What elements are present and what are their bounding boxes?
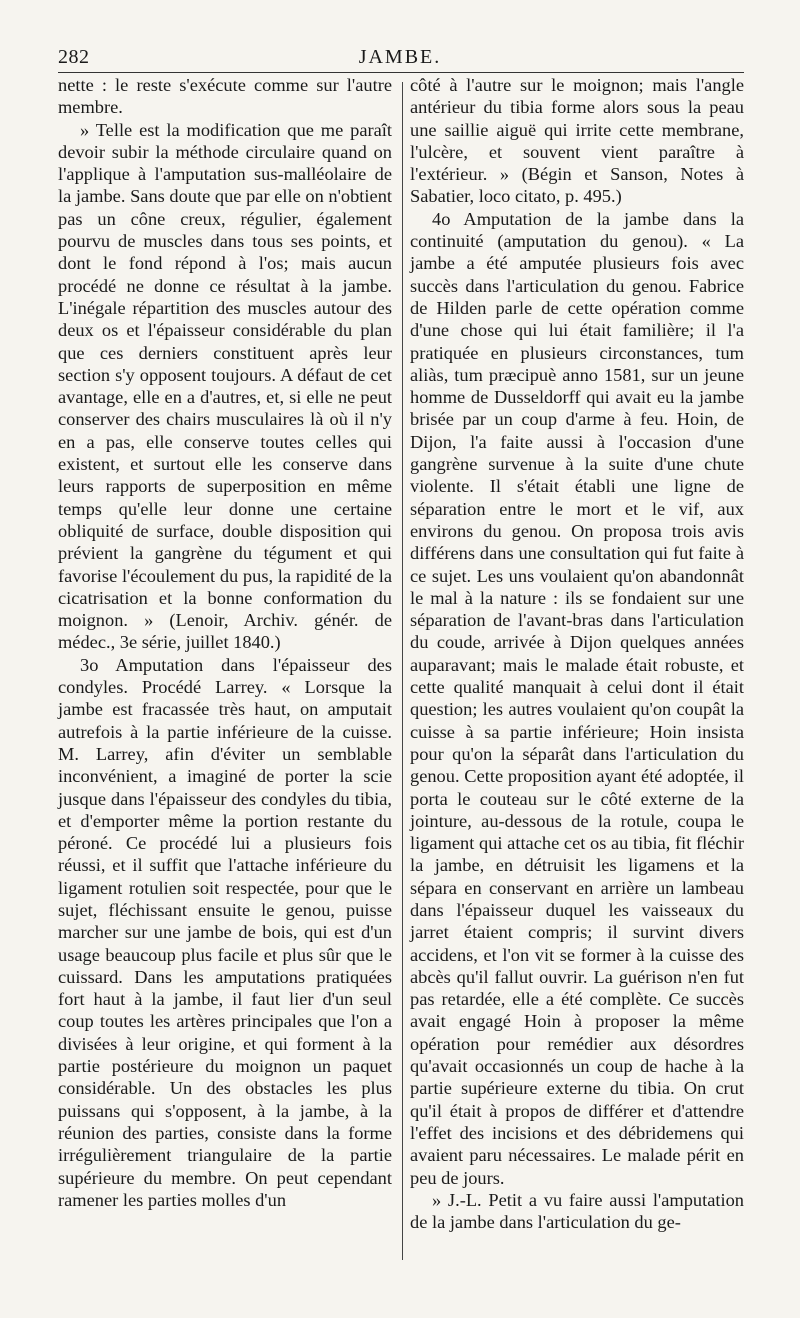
paragraph: côté à l'autre sur le moignon; mais l'angle antérieur du tibia forme alors sous la peau une saillie aiguë qui irrite cette membrane, l'ulcère, et souvent vient paraître à l'extérieur. » (Bégin et Sanson, Notes à Sabatier, loco citato, p. 495.): [410, 75, 744, 207]
column-divider: [402, 82, 403, 1260]
left-column: [58, 74, 392, 1211]
paragraph: 4o Amputation de la jambe dans la continuité (amputation du genou). « La jambe a été amputée plusieurs fois avec succès dans l'articulation du genou. Fabrice de Hilden parle de cette opération comme d'une chose qui lui était familière; il l'a pratiquée en plusieurs circonstances, tum aliàs, tum præcipuè anno 1581, sur un jeune homme de Dusseldorff qui avait eu la jambe brisée par un coup d'arme à feu. Hoin, de Dijon, l'a faite aussi à l'occasion d'une gangrène survenue à la suite d'une chute violente. Il s'était établi une ligne de séparation entre le mort et le vif, aux environs du genou. On proposa trois avis différens dans une consultation qui fut faite à ce sujet. Les uns voulaient qu'on abandonnât le mal à la nature : ils se fondaient sur une séparation de l'avant-bras dans l'articulation du coude, arrivée à Dijon quelques années auparavant; mais le malade était robuste, et cette qualité manquait à celui dont il était question; les autres voulaient qu'on coupât la cuisse à sa partie inférieure; Hoin insista pour qu'on la séparât dans l'articulation du genou. Cette proposition ayant été adoptée, il porta le couteau sur le côté externe de la jointure, au-dessous de la rotule, coupa le ligament qui attache cet os au tibia, fit fléchir la jambe, en détruisit les ligamens et la sépara en conservant en arrière un lambeau dans l'épaisseur duquel les vaisseaux du jarret étaient compris; il survint divers accidens, et l'on vit se former à la cuisse des abcès qu'il fallut ouvrir. La guérison n'en fut pas retardée, elle a été complète. Ce succès avait engagé Hoin à proposer la même opération pour remédier aux désordres qu'avait occasionnés un coup de hache à la partie supérieure externe du tibia. On crut qu'il était à propos de différer et d'attendre l'effet des incisions et des débridemens qui avaient paru nécessaires. Le malade périt en peu de jours.: [410, 208, 744, 1188]
running-title: JAMBE.: [358, 46, 442, 68]
page-number: 282: [58, 46, 90, 68]
paragraph: » J.-L. Petit a vu faire aussi l'amputation de la jambe dans l'articulation du ge-: [410, 1189, 744, 1233]
paragraph: 3o Amputation dans l'épaisseur des condyles. Procédé Larrey. « Lorsque la jambe est fracassée très haut, on amputait autrefois à la partie inférieure de la cuisse. M. Larrey, afin d'éviter un semblable inconvénient, a imaginé de porter la scie jusque dans l'épaisseur des condyles du tibia, et d'emporter même la portion restante du péroné. Ce procédé lui a plusieurs fois réussi, et il suffit que l'attache inférieure du ligament rotulien soit respectée, pour que le sujet, fléchissant ensuite le genou, puisse marcher sur une jambe de bois, qui est d'un usage beaucoup plus facile et plus sûr que le cuissard. Dans les amputations pratiquées fort haut à la jambe, il faut lier d'un seul coup toutes les artères principales que l'on a divisées à leur origine, et qui forment à la partie postérieure du moignon un paquet considérable. Un des obstacles les plus puissans qui s'opposent, à la jambe, à la réunion des parties, consiste dans la forme irrégulièrement triangulaire de la partie supérieure du membre. On peut cependant ramener les parties molles d'un: [58, 654, 392, 1210]
paragraph: nette : le reste s'exécute comme sur l'autre membre.: [58, 75, 392, 118]
right-column: [410, 74, 744, 1233]
header-rule: [58, 72, 744, 73]
paragraph: » Telle est la modification que me paraît devoir subir la méthode circulaire quand on l'applique à l'amputation sus-malléolaire de la jambe. Sans doute que par elle on n'obtient pas un cône creux, régulier, également pourvu de muscles dans tous ses points, et dont le fond répond à l'os; mais aucun procédé ne donne ce résultat à la jambe. L'inégale répartition des muscles autour des deux os et l'épaisseur considérable du plan que ces derniers constituent après leur section s'y opposent toujours. A défaut de cet avantage, elle en a d'autres, et, si elle ne peut conserver des chairs musculaires là où il n'y en a pas, elle conserve toutes celles qui existent, et surtout elle les conserve dans leurs rapports de superposition en même temps qu'elle leur donne une certaine obliquité de surface, double disposition qui prévient la gangrène du tégument et qui favorise l'écoulement du pus, la rapidité de la cicatrisation et la bonne conformation du moignon. » (Lenoir, Archiv. génér. de médec., 3e série, juillet 1840.): [58, 119, 392, 653]
